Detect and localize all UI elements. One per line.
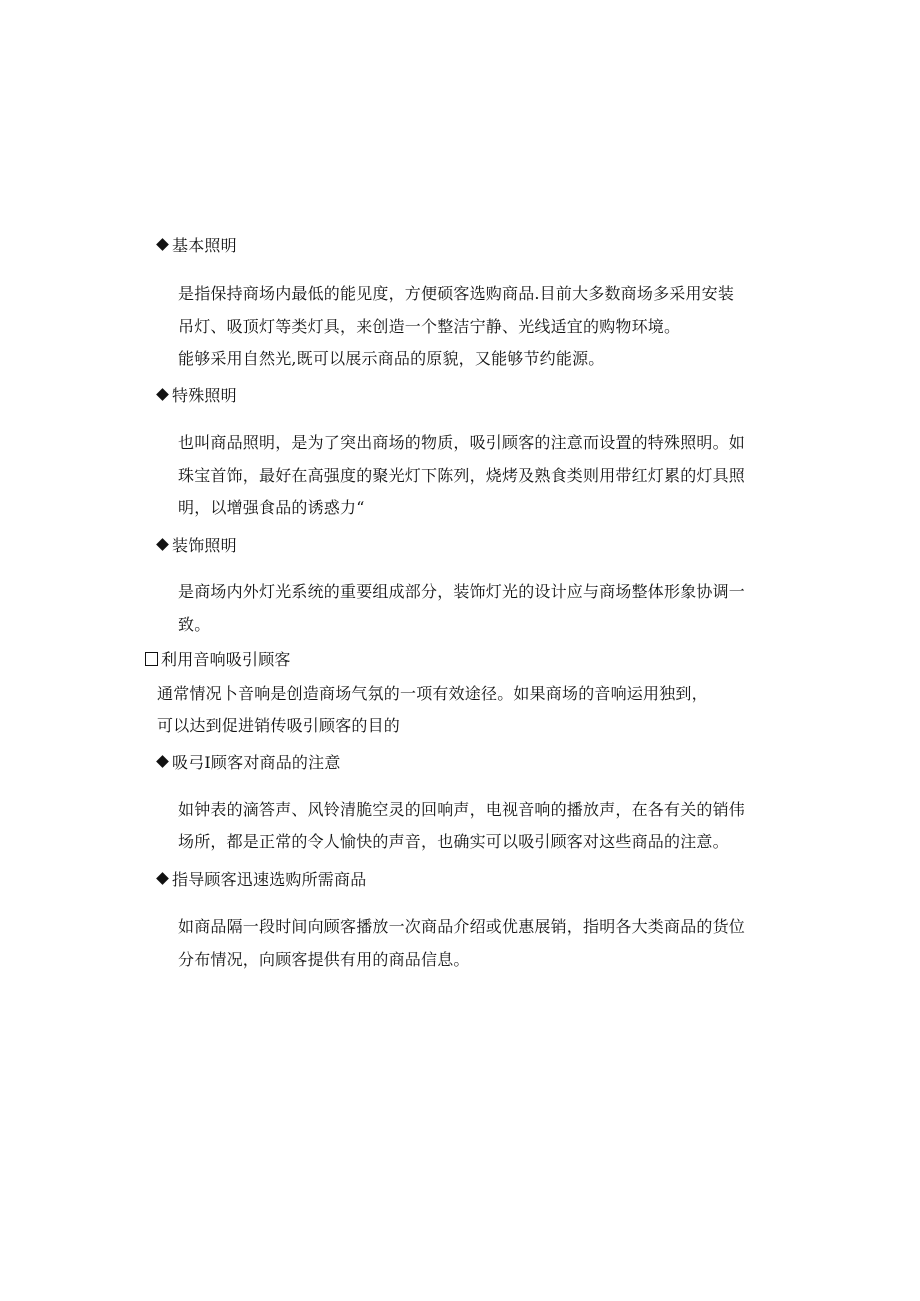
section-heading-decorative-lighting: [158, 536, 237, 556]
audio-main-heading: [145, 650, 291, 670]
audio-title-text: 利用音响吸引顾客: [161, 650, 291, 669]
paragraph-line: 能够采用自然光,既可以展示商品的原貌，又能够节约能源。: [178, 349, 605, 368]
section-heading-guide-customers: [158, 870, 366, 890]
section-heading-text: 指导顾客迅速选购所需商品: [172, 870, 367, 889]
paragraph-line: 珠宝首饰，最好在高强度的聚光灯下陈列，烧烤及熟食类则用带红灯累的灯具照: [178, 466, 746, 485]
paragraph-line: 明，以增强食品的诱惑力“: [178, 498, 365, 517]
paragraph-line: 吊灯、吸顶灯等类灯具，来创造一个整洁宁静、光线适宜的购物环境。: [178, 317, 681, 336]
diamond-bullet-icon: [156, 388, 169, 401]
checkbox-square-icon: [145, 652, 158, 666]
section-heading-basic-lighting: [158, 236, 237, 256]
diamond-bullet-icon: [156, 238, 169, 251]
paragraph-line: 分布情况，向顾客提供有用的商品信息。: [178, 950, 470, 969]
section-heading-text: 特殊照明: [172, 386, 237, 405]
paragraph-line: 如商品隔一段时间向顾客播放一次商品介绍或优惠展销，指明各大类商品的货位: [178, 917, 746, 936]
paragraph-line: 致。: [178, 615, 211, 634]
paragraph-line: 也叫商品照明，是为了突出商场的物质，吸引顾客的注意而设置的特殊照明。如: [178, 433, 746, 452]
paragraph-line: 是指保持商场内最低的能见度，方便硕客选购商品.目前大多数商场多采用安装: [178, 284, 735, 303]
paragraph-line: 是商场内外灯光系统的重要组成部分，装饰灯光的设计应与商场整体形象协调一: [178, 582, 746, 601]
paragraph-line: 如钟表的滴答声、风铃清脆空灵的回响声，电视音响的播放声，在各有关的销伟: [178, 800, 746, 819]
section-heading-text: 装饰照明: [172, 536, 237, 555]
section-heading-attract-attention: [158, 753, 341, 773]
diamond-bullet-icon: [156, 872, 169, 885]
diamond-bullet-icon: [156, 538, 169, 551]
audio-intro-line: 可以达到促进销传吸引顾客的目的: [157, 716, 401, 735]
section-heading-special-lighting: [158, 386, 237, 406]
audio-intro-line: 通常情况卜音响是创造商场气氛的一项有效途径。如果商场的音响运用独到，: [157, 684, 708, 703]
section-heading-text: 基本照明: [172, 236, 237, 255]
section-heading-text: 吸弓I顾客对商品的注意: [172, 753, 341, 772]
paragraph-line: 场所，都是正常的令人愉快的声音，也确实可以吸引顾客对这些商品的注意。: [178, 832, 729, 851]
diamond-bullet-icon: [156, 755, 169, 768]
